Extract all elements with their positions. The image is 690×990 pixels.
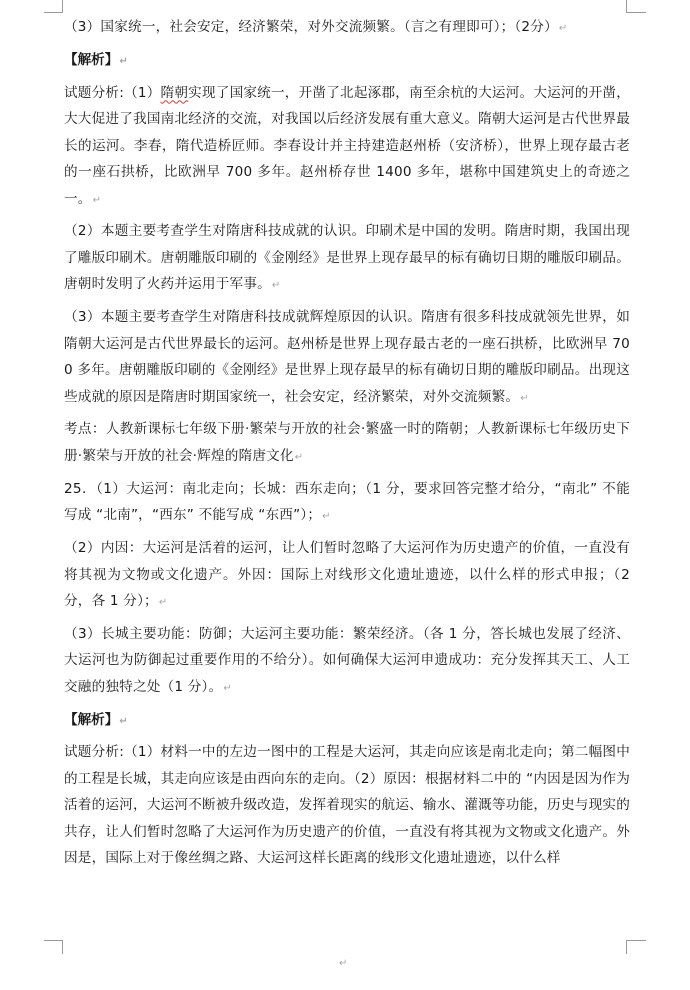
paragraph-mark-icon: ↵	[158, 597, 168, 609]
paragraph-text: （3）国家统一，社会安定，经济繁荣，对外交流频繁。（言之有理即可）；（2分）	[64, 19, 558, 35]
crop-mark-top-left	[62, 0, 63, 12]
paragraph-text: （2）内因：大运河是活着的运河，让人们暂时忽略了大运河作为历史遗产的价值，一直没有将其视为文物或文化遗产。外因：国际上对线形文化遗址遗迹，以什么样的形式申报；（2 分，各 1 分）；	[64, 540, 630, 610]
crop-mark-bottom-right	[626, 940, 627, 954]
analysis-heading	[64, 47, 630, 76]
crop-mark-bottom-right	[626, 940, 646, 941]
paragraph-mark-icon: ↵	[119, 55, 128, 67]
paragraph-mark-icon: ↵	[271, 280, 281, 292]
paragraph-text: （3）长城主要功能：防御；大运河主要功能：繁荣经济。（各 1 分，答长城也发展了经济、大运河也为防御起过重要作用的不给分）。如何确保大运河申遗成功：充分发挥其天工、人工交融的独特之处（1 分）。	[64, 625, 630, 695]
paragraph-text: 考点：人教新课标七年级下册·繁荣与开放的社会·繁盛一时的隋朝；人教新课标七年级历史下册·繁荣与开放的社会·辉煌的隋唐文化	[64, 421, 630, 464]
exam-point-paragraph	[64, 416, 630, 471]
analysis-paragraph	[64, 218, 630, 300]
analysis-heading	[64, 707, 630, 736]
paragraph-text: （3）本题主要考查学生对隋唐科技成就辉煌原因的认识。隋唐有很多科技成就领先世界，如隋朝大运河是古代世界最长的运河。赵州桥是世界上现存最古老的一座石拱桥，比欧洲早 700 多年。唐朝雕版印刷的《金刚经》是世界上现存最早的标有确切日期的雕版印刷品。出现这些成就的原因是隋唐时期国家统一，社会安定，经济繁荣，对外交流频繁。	[64, 309, 630, 405]
crop-mark-bottom-left	[62, 940, 63, 954]
paragraph-text: （2）本题主要考查学生对隋唐科技成就的认识。印刷术是中国的发明。隋唐时期，我国出现了雕版印刷术。唐朝雕版印刷的《金刚经》是世界上现存最早的标有确切日期的雕版印刷品。唐朝时发明了火药并运用于军事。	[64, 223, 630, 293]
paragraph-mark-icon: ↵	[520, 392, 529, 404]
crop-mark-bottom-left	[44, 940, 63, 941]
answer-paragraph	[64, 14, 630, 43]
spellcheck-underlined-text: 隋朝	[160, 84, 189, 101]
heading-text: 【解析】	[64, 711, 119, 728]
paragraph-text: 25．（1）大运河：南北走向；长城：西东走向；（1 分，要求回答完整才给分，“南北” 不能写成 “北南”，“西东” 不能写成 “东西”）；	[64, 480, 630, 524]
paragraph-mark-icon: ↵	[119, 715, 128, 727]
crop-mark-top-left	[44, 12, 63, 13]
analysis-paragraph	[64, 80, 630, 215]
paragraph-mark-icon: ↵	[223, 682, 232, 694]
analysis-paragraph	[64, 304, 630, 412]
heading-text: 【解析】	[64, 51, 119, 68]
crop-mark-top-right	[626, 0, 627, 12]
document-body	[64, 14, 630, 876]
answer-paragraph	[64, 621, 630, 703]
paragraph-text: 试题分析:（1）材料一中的左边一图中的工程是大运河，其走向应该是南北走向；第二幅图中的工程是长城，其走向应该是由西向东的走向。（2）原因：根据材料二中的 “内因是因为作为活着的运河，大运河不断被升级改造，发挥着现实的航运、输水、灌溉等功能，历史与现实的共存，让人们暂时忽略了大运河作为历史遗产的价值，一直没有将其视为文物或文化遗产。外因是，国际上对于像丝绸之路、大运河这样长距离的线形文化遗址遗迹，以什么样	[64, 744, 630, 867]
paragraph-mark-icon: ↵	[322, 511, 331, 523]
analysis-paragraph	[64, 739, 630, 872]
paragraph-text: 实现了国家统一，开凿了北起涿郡，南至余杭的大运河。大运河的开凿，大大促进了我国南北经济的交流，对我国以后经济发展有重大意义。隋朝大运河是古代世界最长的运河。李春，隋代造桥匠师。李春设计并主持建造赵州桥（安济桥），世界上现存最古老的一座石拱桥，比欧洲早 700 多年。赵州桥存世 1400 多年，堪称中国建筑史上的奇迹之一。	[64, 84, 630, 207]
paragraph-mark-icon: ↵	[294, 451, 304, 463]
answer-paragraph	[64, 476, 630, 531]
paragraph-mark-icon: ↵	[339, 958, 348, 969]
paragraph-mark-icon: ↵	[92, 194, 102, 206]
answer-paragraph	[64, 535, 630, 617]
paragraph-mark-icon: ↵	[558, 23, 568, 34]
paragraph-prefix: 试题分析:（1）	[64, 84, 161, 101]
crop-mark-top-right	[626, 12, 646, 13]
